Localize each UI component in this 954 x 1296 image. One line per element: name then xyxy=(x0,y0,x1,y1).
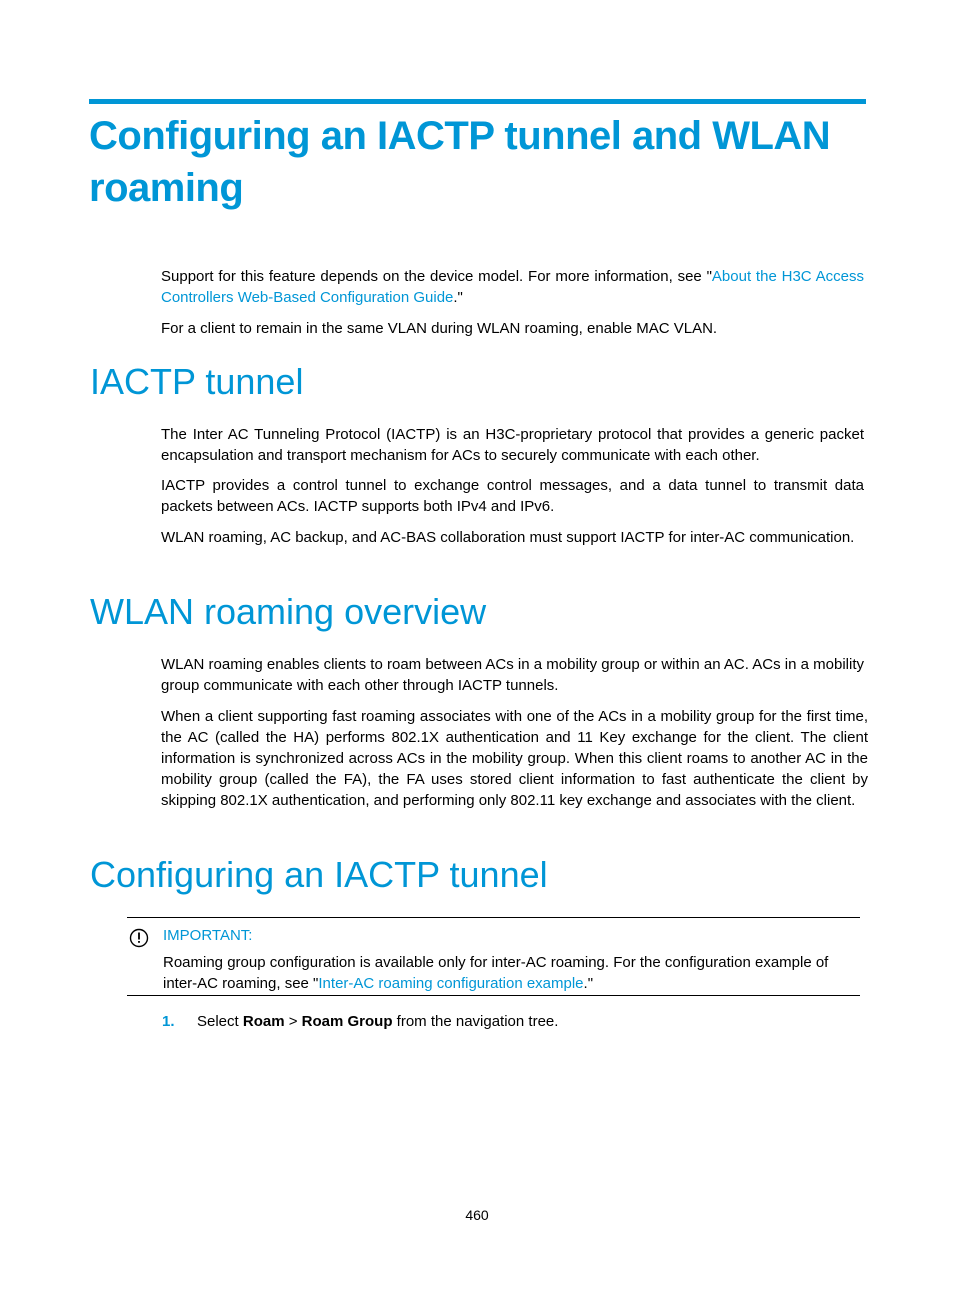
step-roam-group: Roam Group xyxy=(301,1013,393,1030)
page-number: 460 xyxy=(465,1207,489,1223)
important-note xyxy=(127,917,860,996)
note-text-end: ." xyxy=(583,975,594,992)
roaming-paragraph-2: When a client supporting fast roaming associates with one of the ACs in a mobility group for the first time, the AC (called the HA) performs 802.1X authentication and 11 Key exchange for the client. The client information is synchronized across ACs in the mobility group. When this client roams to another AC in the mobility group (called the FA), the FA uses stored client information to fast authenticate the client by skipping 802.1X authentication, and performing only 802.11 key exchange and associates with the client. xyxy=(161,708,868,809)
note-text xyxy=(163,952,853,994)
chapter-rule xyxy=(89,99,866,104)
note-label: IMPORTANT: xyxy=(163,927,253,944)
step-roam: Roam xyxy=(242,1013,285,1030)
iactp-heading: IACTP tunnel xyxy=(90,361,304,402)
roaming-heading: WLAN roaming overview xyxy=(90,591,487,632)
intro-p1-text: Support for this feature depends on the device model. For more information, see " xyxy=(161,268,712,285)
intro-paragraph-1 xyxy=(161,266,864,308)
step-1 xyxy=(162,1011,558,1032)
iactp-paragraph-3: WLAN roaming, AC backup, and AC-BAS collaboration must support IACTP for inter-AC communication. xyxy=(161,529,855,546)
step-post: from the navigation tree. xyxy=(392,1013,559,1030)
important-icon xyxy=(129,928,149,948)
chapter-title: Configuring an IACTP tunnel and WLAN roaming xyxy=(89,114,831,210)
step-number: 1. xyxy=(162,1013,175,1030)
iactp-paragraph-1: The Inter AC Tunneling Protocol (IACTP) is an H3C-proprietary protocol that provides a generic packet encapsulation and transport mechanism for ACs to securely communicate with each other. xyxy=(161,426,864,464)
configuring-heading: Configuring an IACTP tunnel xyxy=(90,854,548,895)
intro-paragraph-2: For a client to remain in the same VLAN during WLAN roaming, enable MAC VLAN. xyxy=(161,320,718,337)
step-pre: Select xyxy=(197,1013,243,1030)
intro-p1-end: ." xyxy=(453,289,463,306)
note-text-body: Roaming group configuration is available only for inter-AC roaming. For the configuration example of inter-AC roaming, see " xyxy=(163,954,829,992)
example-link[interactable]: Inter-AC roaming configuration example xyxy=(318,975,584,992)
iactp-paragraph-2: IACTP provides a control tunnel to exchange control messages, and a data tunnel to transmit data packets between ACs. IACTP supports both IPv4 and IPv6. xyxy=(161,477,864,515)
roaming-paragraph-1: WLAN roaming enables clients to roam between ACs in a mobility group or within an AC. ACs in a mobility group communicate with each other through IACTP tunnels. xyxy=(161,656,864,694)
guide-link[interactable]: About the H3C Access Controllers Web-Based Configuration Guide xyxy=(161,268,864,306)
step-mid: > xyxy=(284,1013,302,1030)
